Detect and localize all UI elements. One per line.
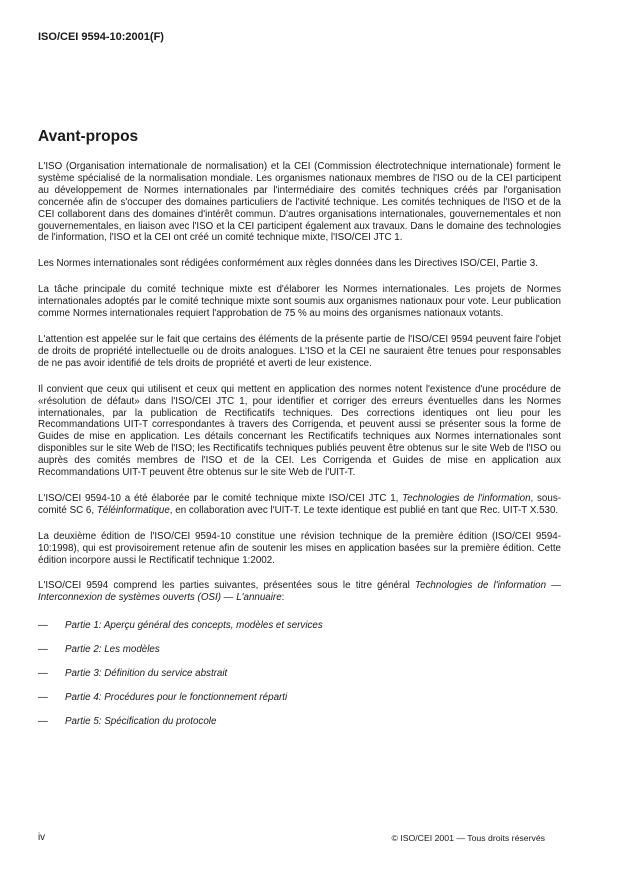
copyright-notice: © ISO/CEI 2001 — Tous droits réservés: [391, 833, 545, 843]
paragraph-propriete-intellectuelle: [38, 334, 561, 370]
list-item-part-2: [38, 644, 561, 656]
text-segment-italic: Technologies de l'information: [402, 492, 531, 504]
list-dash: —: [38, 620, 48, 632]
list-dash: —: [38, 644, 48, 656]
paragraph-parties-suivantes: [38, 580, 561, 604]
text-segment: Les Normes internationales sont rédigées conformément aux règles données dans les Directives ISO/CEI, Partie 3.: [38, 258, 538, 270]
text-segment-italic: Technologies de l'information — Interconnexion de systèmes ouverts (OSI) — L'annuaire: [38, 580, 561, 604]
list-item-text: Partie 2: Les modèles: [65, 644, 160, 656]
list-item-part-5: [38, 716, 561, 728]
list-item-text: Partie 1: Aperçu général des concepts, modèles et services: [65, 620, 323, 632]
document-reference: ISO/CEI 9594-10:2001(F): [38, 31, 164, 43]
text-segment: L'ISO/CEI 9594-10 a été élaborée par le comité technique mixte ISO/CEI JTC 1,: [38, 492, 403, 504]
section-title: Avant-propos: [38, 128, 139, 145]
list-item-part-4: [38, 692, 561, 704]
list-item-part-3: [38, 668, 561, 680]
text-segment: , en collaboration avec l'UIT-T. Le texte identique est publié en tant que Rec. UIT-T X.530.: [169, 504, 559, 516]
text-segment: L'ISO/CEI 9594 comprend les parties suivantes, présentées sous le titre général: [38, 580, 415, 592]
paragraph-elaboration: [38, 493, 561, 517]
list-item-text: Partie 5: Spécification du protocole: [65, 715, 217, 727]
foreword-content: [38, 161, 561, 740]
paragraph-iso-cei-intro: [38, 161, 561, 244]
text-segment: La tâche principale du comité technique mixte est d'élaborer les Normes internationales. Les projets de Normes internationales adoptés par le comité technique mixte sont soumis aux organismes nationaux pour vote. Leur publication comme Normes internationales requiert l'approbation de 75 % au moins des organismes nationaux votants.: [38, 284, 561, 320]
list-dash: —: [38, 692, 48, 703]
text-segment: , sous-comité SC 6,: [38, 492, 561, 516]
text-segment: L'attention est appelée sur le fait que certains des éléments de la présente partie de l'ISO/CEI 9594 peuvent faire l'objet de droits de propriété intellectuelle ou de droits analogues. L'ISO et la CEI ne sauraient être tenues pour responsables de ne pas avoir identifié de tels droits de propriété et averti de leur existence.: [38, 333, 561, 369]
paragraph-directives: [38, 258, 561, 270]
text-segment: La deuxième édition de l'ISO/CEI 9594-10 constitue une révision technique de la première édition (ISO/CEI 9594-10:1998), qui est provisoirement retenue afin de soutenir les mises en application basées sur la première édition. Cette édition incorpore aussi le Rectificatif technique 1:2002.: [38, 530, 561, 566]
text-segment: L'ISO (Organisation internationale de normalisation) et la CEI (Commission électrotechnique internationale) forment le système spécialisé de la normalisation mondiale. Les organismes nationaux membres de l'ISO ou de la CEI participent au développement de Normes internationales par l'intermédiaire des comités techniques créés par l'organisation concernée afin de s'occuper des domaines particuliers de l'activité technique. Les comités techniques de l'ISO et de la CEI collaborent dans des domaines d'intérêt commun. D'autres organisations internationales, gouvernementales et non gouvernementales, en liaison avec l'ISO et la CEI participent également aux travaux. Dans le domaine des technologies de l'information, l'ISO et la CEI ont créé un comité technique mixte, l'ISO/CEI JTC 1.: [38, 161, 561, 244]
paragraph-deuxieme-edition: [38, 531, 561, 567]
text-segment: Il convient que ceux qui utilisent et ceux qui mettent en application des normes notent l'existence d'une procédure de «résolution de défaut» dans l'ISO/CEI JTC 1, pour identifier et corriger des erreurs éventuelles dans les Normes internationales, par la publication de Rectificatifs techniques. Des corrections identiques ont lieu pour les Recommandations UIT-T correspondantes à travers des Corrigenda, et peuvent aussi se présenter sous la forme de Guides de mise en application. Les détails concernant les Rectificatifs techniques aux Normes internationales sont disponibles sur le site Web de l'ISO; les Rectificatifs techniques publiés peuvent être obtenus sur le site Web de l'ISO ou auprès des comités membres de l'ISO et de la CEI. Les Corrigenda et Guides de mise en application aux Recommandations UIT-T peuvent être obtenus sur le site Web de l'UIT-T.: [38, 383, 561, 479]
parts-list: [38, 620, 561, 728]
text-segment-italic: Téléinformatique: [96, 504, 170, 516]
paragraph-tache-principale: [38, 284, 561, 320]
list-dash: —: [38, 715, 48, 727]
page-number: iv: [38, 832, 46, 843]
paragraph-resolution-defaut: [38, 384, 561, 479]
list-item-text: Partie 3: Définition du service abstrait: [65, 668, 228, 680]
list-item-text: Partie 4: Procédures pour le fonctionnement réparti: [65, 692, 288, 703]
text-segment: :: [281, 592, 285, 604]
list-dash: —: [38, 668, 48, 680]
list-item-part-1: [38, 620, 561, 632]
